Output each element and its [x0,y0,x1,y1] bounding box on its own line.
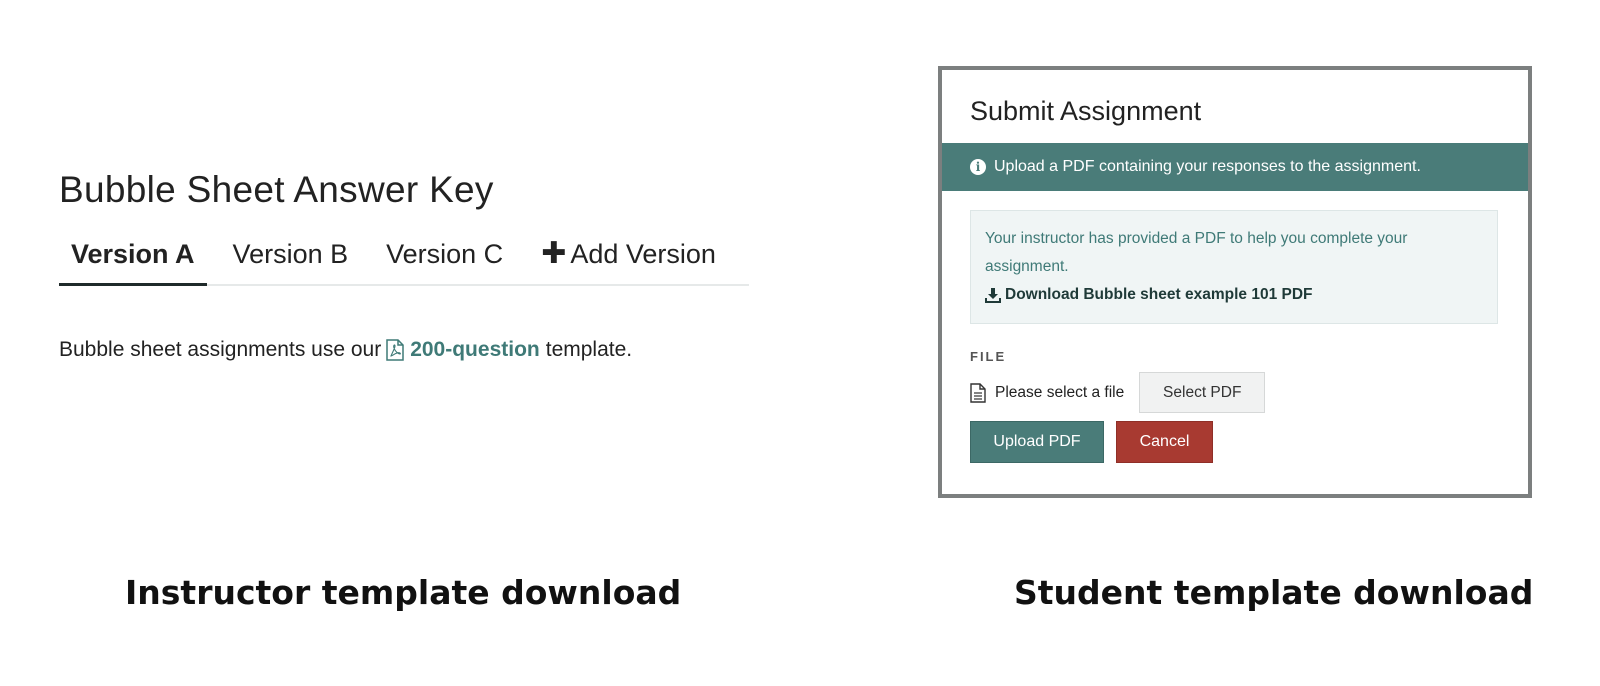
download-template-link[interactable] [985,281,1483,309]
file-label: FILE [970,349,1007,364]
caption-instructor: Instructor template download [125,573,682,612]
template-notice [970,210,1498,324]
download-link-label: Download Bubble sheet example 101 PDF [1005,286,1313,303]
pdf-file-icon [386,339,404,361]
add-version-button[interactable] [529,224,728,284]
caption-student: Student template download [1014,573,1534,612]
template-download-link[interactable]: 200-question [410,338,540,361]
page-title: Bubble Sheet Answer Key [59,169,494,210]
plus-icon: ✚ [541,237,567,270]
version-tabs [59,224,749,286]
notice-text: Your instructor has provided a PDF to help you complete your assignment. [985,230,1408,275]
select-pdf-button[interactable]: Select PDF [1139,372,1265,413]
banner-text: Upload a PDF containing your responses to the assignment. [994,158,1421,175]
cancel-button[interactable]: Cancel [1116,421,1213,463]
instructor-panel [59,160,749,362]
file-placeholder: Please select a file [995,383,1125,401]
tab-version-a[interactable]: Version A [59,224,207,284]
info-icon: i [970,159,986,175]
add-version-label: Add Version [570,239,716,269]
submit-assignment-modal [938,66,1532,498]
template-suffix: template. [545,338,633,361]
modal-title: Submit Assignment [970,96,1202,126]
info-banner [942,143,1528,191]
file-picker [970,372,1265,413]
upload-pdf-button[interactable]: Upload PDF [970,421,1104,463]
template-prefix: Bubble sheet assignments use our [59,338,382,361]
template-info [59,338,749,362]
tab-version-c[interactable]: Version C [386,239,504,269]
document-icon [970,383,986,403]
download-icon [985,287,1001,303]
modal-actions [970,421,1213,463]
tab-version-b[interactable]: Version B [232,239,349,269]
